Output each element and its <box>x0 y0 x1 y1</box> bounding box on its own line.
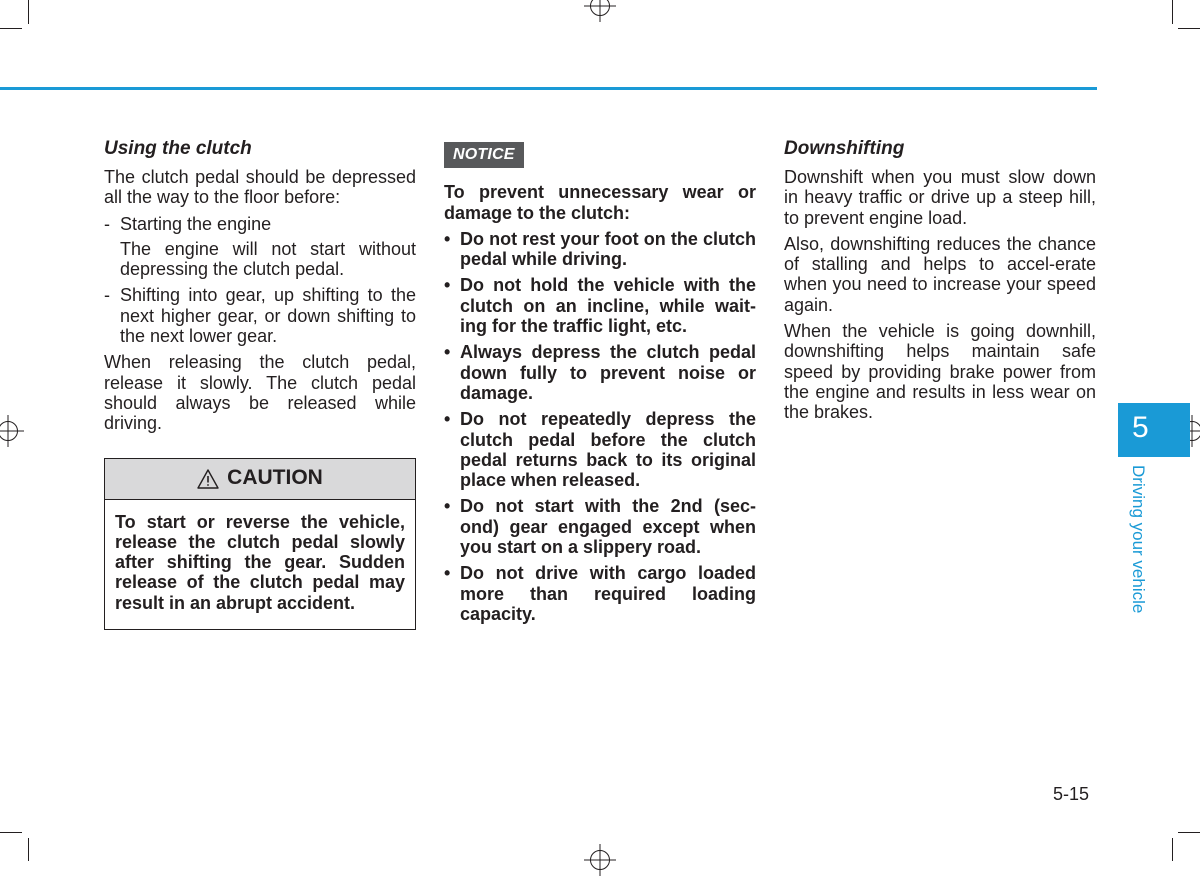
bullet-marker: • <box>444 563 451 584</box>
registration-mark-left <box>0 421 18 441</box>
paragraph: Also, downshifting reduces the chance of stalling and helps to accel-erate when you need to increase your speed again. <box>784 233 1096 315</box>
crop-mark <box>1178 832 1200 833</box>
caution-header <box>105 459 415 500</box>
release-paragraph: When releasing the clutch pedal, release it slowly. The clutch pedal should always be released while driving. <box>104 352 416 434</box>
header-rule <box>0 87 1097 90</box>
list-item <box>104 214 416 280</box>
bullet-text: Do not repeatedly depress the clutch pedal before the clutch pedal returns back to its original place when released. <box>460 409 756 491</box>
caution-box <box>104 458 416 630</box>
list-item <box>444 496 756 557</box>
list-item-subtext: The engine will not start without depressing the clutch pedal. <box>120 238 416 280</box>
paragraph: Downshift when you must slow down in heavy traffic or drive up a steep hill, to prevent engine load. <box>784 167 1096 228</box>
bullet-marker: • <box>444 496 451 517</box>
notice-badge: NOTICE <box>444 142 524 168</box>
crop-mark <box>0 832 22 833</box>
warning-triangle-icon <box>197 469 219 489</box>
crop-mark <box>1178 28 1200 29</box>
list-item <box>444 563 756 624</box>
column-downshifting <box>784 136 1096 429</box>
crop-mark <box>0 28 22 29</box>
registration-mark-bottom <box>590 850 610 870</box>
chapter-tab <box>1118 403 1190 457</box>
list-item <box>444 342 756 403</box>
section-heading: Using the clutch <box>104 138 252 159</box>
paragraph: When the vehicle is going downhill, downshifting helps maintain safe speed by providing brake power from the engine and results in less wear on the brakes. <box>784 321 1096 423</box>
chapter-title-vertical <box>1128 465 1150 625</box>
bullet-text: Do not start with the 2nd (sec-ond) gear engaged except when you start on a slippery road. <box>460 496 756 558</box>
bullet-text: Do not rest your foot on the clutch pedal while driving. <box>460 228 756 270</box>
bullet-marker: • <box>444 275 451 296</box>
dash-marker: - <box>104 213 110 234</box>
intro-paragraph: The clutch pedal should be depressed all the way to the floor before: <box>104 167 416 208</box>
page-number: 5-15 <box>1053 784 1090 804</box>
bullet-text: Always depress the clutch pedal down fully to prevent noise or damage. <box>460 342 756 403</box>
caution-body: To start or reverse the vehicle, release the clutch pedal slowly after shifting the gear. Sudden release of the clutch pedal may result in an abrupt accident. <box>115 511 405 613</box>
dash-list <box>104 214 416 347</box>
bullet-text: Do not hold the vehicle with the clutch on an incline, while wait-ing for the traffic light, etc. <box>460 275 756 337</box>
crop-mark <box>1172 838 1173 861</box>
list-item <box>104 285 416 346</box>
crop-mark <box>28 0 29 24</box>
column-using-the-clutch <box>104 136 416 630</box>
caution-title: CAUTION <box>227 466 323 490</box>
chapter-number: 5 <box>1132 411 1149 444</box>
bullet-marker: • <box>444 342 451 363</box>
list-item <box>444 275 756 336</box>
notice-bullet-list <box>444 229 756 624</box>
list-item-text: Starting the engine <box>120 213 272 234</box>
crop-mark <box>1172 0 1173 24</box>
list-item-text: Shifting into gear, up shifting to the next higher gear, or down shifting to the next lower gear. <box>120 285 416 347</box>
bullet-marker: • <box>444 228 451 249</box>
section-heading: Downshifting <box>784 138 905 159</box>
dash-marker: - <box>104 285 110 306</box>
notice-intro: To prevent unnecessary wear or damage to the clutch: <box>444 182 756 223</box>
column-notice <box>444 136 756 630</box>
chapter-title: Driving your vehicle <box>1129 465 1148 614</box>
crop-mark <box>28 838 29 861</box>
bullet-marker: • <box>444 409 451 430</box>
list-item <box>444 409 756 490</box>
bullet-text: Do not drive with cargo loaded more than required loading capacity. <box>460 563 756 624</box>
registration-mark-top <box>590 0 610 16</box>
list-item <box>444 229 756 270</box>
